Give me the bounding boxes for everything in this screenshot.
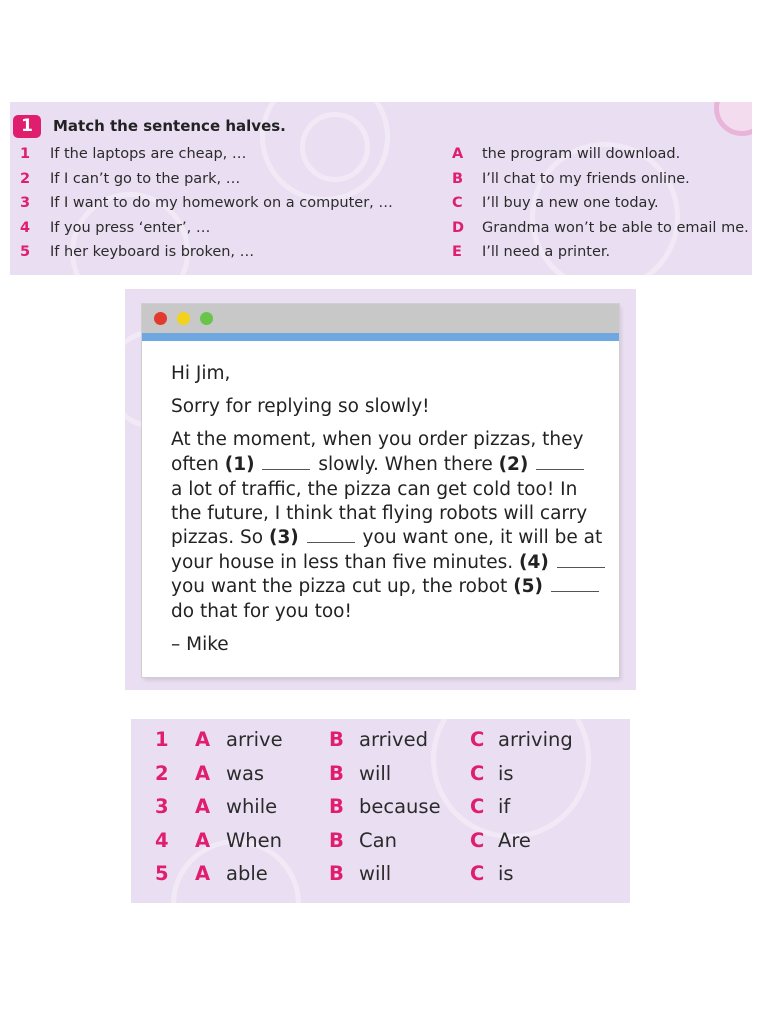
- email-signature: – Mike: [171, 634, 229, 655]
- option-letter-b: B: [329, 728, 344, 751]
- item-letter: B: [452, 170, 464, 187]
- option-a[interactable]: while: [226, 795, 278, 818]
- window-titlebar: [142, 304, 619, 333]
- gap-number: (5): [513, 576, 543, 597]
- item-letter: D: [452, 219, 465, 236]
- question-number: 5: [155, 862, 169, 885]
- email-paragraph-line: [171, 551, 607, 575]
- option-a[interactable]: When: [226, 828, 282, 852]
- match-exercise-panel: [10, 102, 752, 275]
- email-paragraph-line: [171, 575, 601, 599]
- option-letter-b: B: [329, 761, 344, 785]
- gap-number: (4): [519, 551, 549, 573]
- item-text: I’ll chat to my friends online.: [482, 170, 690, 187]
- option-letter-a: A: [195, 862, 211, 885]
- email-text-span: you want the pizza cut up, the robot: [171, 576, 514, 597]
- exercise-title: Match the sentence halves.: [53, 117, 286, 135]
- email-paragraph-line: [171, 526, 602, 550]
- question-number: 3: [155, 795, 169, 818]
- item-number: 4: [20, 219, 31, 236]
- email-window: [142, 304, 619, 677]
- option-c[interactable]: Are: [498, 828, 531, 852]
- option-letter-b: B: [329, 828, 344, 852]
- option-letter-c: C: [470, 828, 485, 852]
- choice-row-3: [131, 795, 630, 825]
- item-letter: C: [452, 195, 463, 211]
- option-letter-a: A: [195, 828, 211, 852]
- item-number: 1: [20, 146, 31, 162]
- option-c[interactable]: if: [498, 795, 511, 818]
- email-line-apology: Sorry for replying so slowly!: [171, 396, 430, 417]
- item-number: 2: [20, 170, 31, 187]
- choices-panel: [131, 719, 630, 903]
- option-a[interactable]: was: [226, 761, 265, 785]
- choice-row-1: [131, 728, 630, 758]
- choice-row-2: [131, 762, 630, 792]
- option-a[interactable]: able: [226, 862, 268, 885]
- option-b[interactable]: arrived: [359, 728, 428, 751]
- option-letter-a: A: [195, 761, 211, 785]
- email-text-span: your house in less than five minutes.: [171, 551, 520, 573]
- option-letter-c: C: [470, 761, 485, 785]
- option-letter-a: A: [195, 795, 211, 818]
- item-number: 5: [20, 244, 31, 260]
- option-b[interactable]: will: [359, 761, 392, 785]
- option-letter-c: C: [470, 728, 485, 751]
- email-text-span: slowly. When there: [312, 454, 499, 475]
- window-accent-line: [142, 333, 619, 341]
- item-text: the program will download.: [482, 146, 681, 162]
- email-text-span: often: [171, 454, 225, 475]
- item-text: If I can’t go to the park, …: [50, 170, 241, 187]
- corner-ring-icon: [714, 102, 752, 136]
- option-b[interactable]: will: [359, 862, 392, 885]
- blank-gap-1: [262, 455, 310, 470]
- question-number: 4: [155, 828, 169, 852]
- minimize-window-icon[interactable]: [177, 312, 190, 325]
- option-letter-c: C: [470, 795, 485, 818]
- email-paragraph-line: a lot of traffic, the pizza can get cold too! In: [171, 478, 578, 500]
- email-paragraph-line: the future, I think that flying robots will carry: [171, 503, 588, 524]
- option-c[interactable]: is: [498, 862, 514, 885]
- item-letter: E: [452, 244, 462, 260]
- option-b[interactable]: Can: [359, 828, 397, 852]
- email-paragraph-line: do that for you too!: [171, 600, 352, 622]
- gap-number: (1): [224, 454, 255, 475]
- blank-gap-2: [536, 455, 584, 470]
- option-letter-b: B: [329, 862, 344, 885]
- option-c[interactable]: is: [498, 761, 514, 785]
- gap-number: (2): [498, 454, 529, 475]
- item-text: If I want to do my homework on a computer, …: [50, 195, 393, 211]
- option-c[interactable]: arriving: [498, 728, 573, 751]
- blank-gap-5: [551, 577, 599, 592]
- email-text-span: you want one, it will be at: [356, 527, 603, 548]
- email-paragraph-line: At the moment, when you order pizzas, they: [171, 429, 584, 450]
- item-text: Grandma won’t be able to email me.: [482, 219, 749, 236]
- question-number: 1: [155, 728, 169, 751]
- item-text: If her keyboard is broken, …: [50, 244, 255, 260]
- exercise-number-badge: 1: [13, 115, 41, 138]
- option-letter-a: A: [195, 728, 211, 751]
- email-panel: [125, 289, 636, 690]
- option-b[interactable]: because: [359, 795, 441, 818]
- item-text: I’ll buy a new one today.: [482, 195, 659, 211]
- email-text-span: pizzas. So: [171, 527, 269, 548]
- close-window-icon[interactable]: [154, 312, 167, 325]
- item-number: 3: [20, 195, 31, 211]
- item-letter: A: [452, 146, 464, 162]
- question-number: 2: [155, 761, 169, 785]
- option-a[interactable]: arrive: [226, 728, 283, 751]
- email-greeting: Hi Jim,: [171, 363, 231, 384]
- item-text: If you press ‘enter’, …: [50, 219, 211, 236]
- option-letter-b: B: [329, 795, 344, 818]
- blank-gap-4: [557, 553, 605, 568]
- option-letter-c: C: [470, 862, 485, 885]
- decorative-circle: [300, 112, 370, 182]
- email-paragraph-line: [171, 453, 586, 477]
- item-text: If the laptops are cheap, …: [50, 146, 247, 162]
- maximize-window-icon[interactable]: [200, 312, 213, 325]
- gap-number: (3): [268, 527, 299, 548]
- blank-gap-3: [307, 528, 355, 543]
- choice-row-5: [131, 862, 630, 892]
- item-text: I’ll need a printer.: [482, 244, 611, 260]
- choice-row-4: [131, 829, 630, 859]
